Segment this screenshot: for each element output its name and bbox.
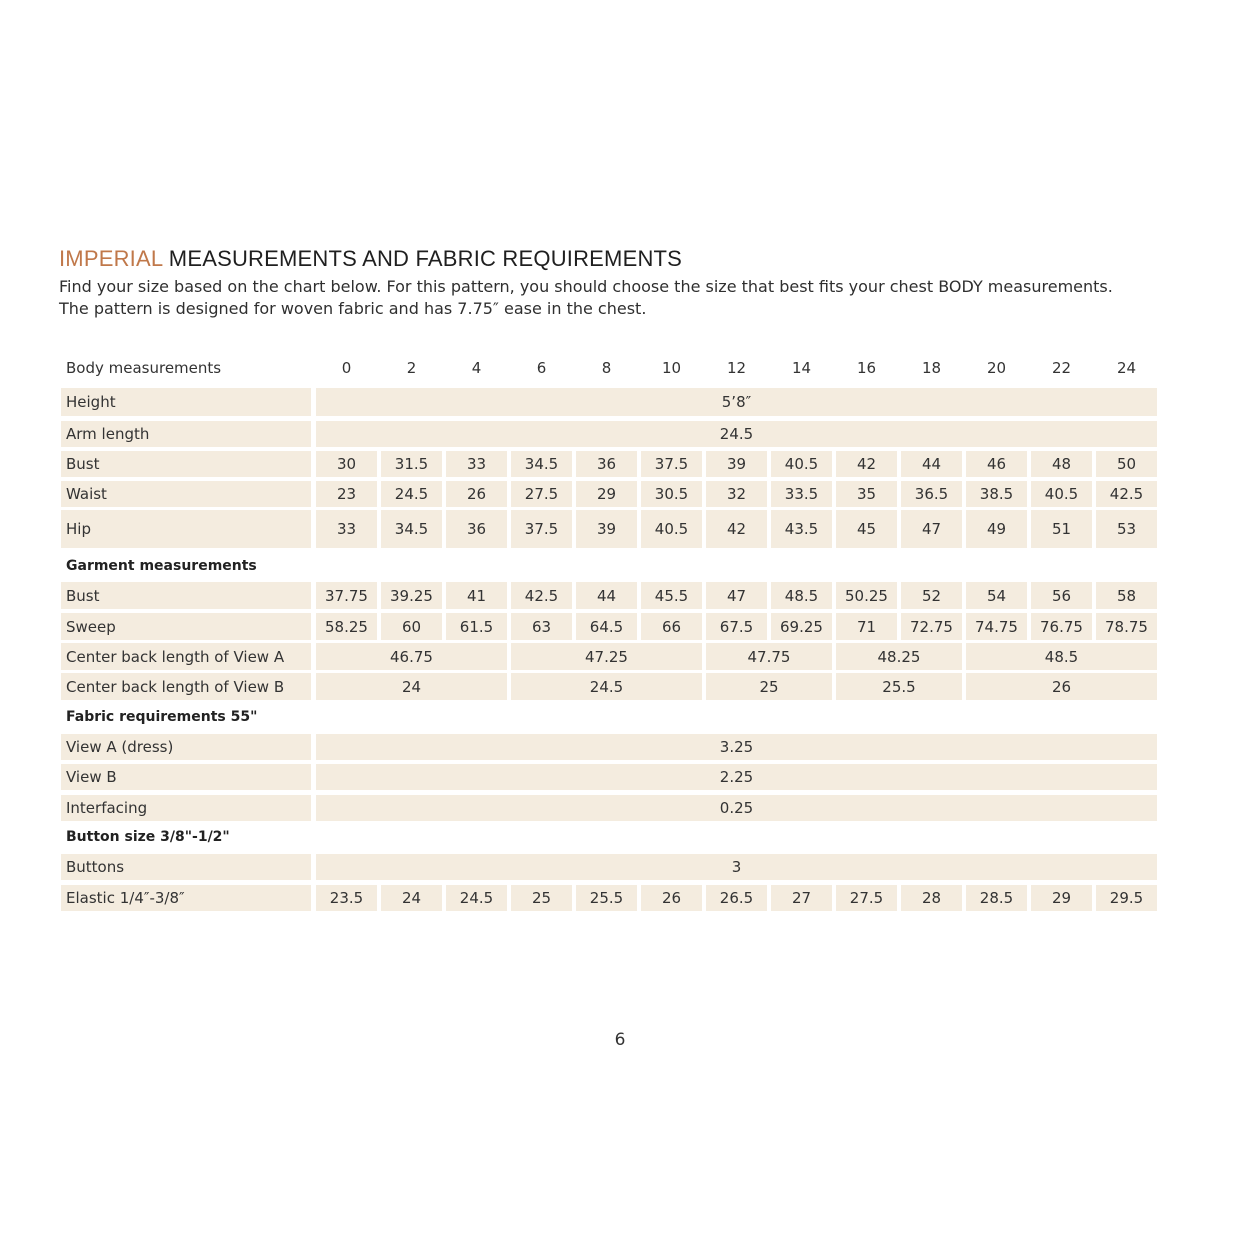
value-cell: 36.5 bbox=[901, 481, 962, 507]
merged-value-cell: 48.25 bbox=[836, 643, 962, 670]
value-cell: 48 bbox=[1031, 451, 1092, 477]
merged-value-cell: 47.75 bbox=[706, 643, 832, 670]
value-cell: 27.5 bbox=[836, 885, 897, 911]
button-row bbox=[61, 854, 1157, 880]
value-cell: 71 bbox=[836, 613, 897, 640]
size-header: 12 bbox=[726, 359, 747, 377]
page-title bbox=[59, 246, 682, 272]
value-cell: 47 bbox=[706, 582, 767, 609]
size-header: 24 bbox=[1116, 359, 1137, 377]
value-cell: 39 bbox=[706, 451, 767, 477]
size-header: 20 bbox=[986, 359, 1007, 377]
body-row bbox=[61, 451, 1157, 477]
value-cell: 52 bbox=[901, 582, 962, 609]
row-label: Bust bbox=[61, 451, 311, 477]
merged-value-cell: 3.25 bbox=[316, 734, 1157, 760]
body-row bbox=[61, 388, 1157, 416]
value-cell: 58 bbox=[1096, 582, 1157, 609]
value-cell: 42.5 bbox=[1096, 481, 1157, 507]
row-label: Elastic 1/4″-3/8″ bbox=[61, 885, 311, 911]
merged-value-cell: 5’8″ bbox=[316, 388, 1157, 416]
value-cell: 33 bbox=[446, 451, 507, 477]
garment-row bbox=[61, 582, 1157, 609]
section-heading: Button size 3/8"-1/2" bbox=[66, 829, 230, 845]
merged-value-cell: 24 bbox=[316, 673, 507, 700]
value-cell: 63 bbox=[511, 613, 572, 640]
value-cell: 44 bbox=[901, 451, 962, 477]
row-label: Hip bbox=[61, 510, 311, 548]
value-cell: 33.5 bbox=[771, 481, 832, 507]
value-cell: 26 bbox=[641, 885, 702, 911]
merged-value-cell: 24.5 bbox=[316, 421, 1157, 447]
value-cell: 29 bbox=[576, 481, 637, 507]
merged-value-cell: 2.25 bbox=[316, 764, 1157, 790]
value-cell: 28 bbox=[901, 885, 962, 911]
section-heading: Fabric requirements 55" bbox=[66, 709, 258, 725]
row-label: Center back length of View B bbox=[61, 673, 311, 700]
button-row bbox=[61, 885, 1157, 911]
value-cell: 47 bbox=[901, 510, 962, 548]
merged-value-cell: 3 bbox=[316, 854, 1157, 880]
value-cell: 61.5 bbox=[446, 613, 507, 640]
garment-row bbox=[61, 673, 1157, 700]
value-cell: 50.25 bbox=[836, 582, 897, 609]
value-cell: 49 bbox=[966, 510, 1027, 548]
value-cell: 40.5 bbox=[771, 451, 832, 477]
value-cell: 33 bbox=[316, 510, 377, 548]
fabric-row bbox=[61, 764, 1157, 790]
value-cell: 38.5 bbox=[966, 481, 1027, 507]
body-row bbox=[61, 481, 1157, 507]
value-cell: 56 bbox=[1031, 582, 1092, 609]
merged-value-cell: 25.5 bbox=[836, 673, 962, 700]
value-cell: 42.5 bbox=[511, 582, 572, 609]
size-header: 8 bbox=[601, 359, 612, 377]
size-header: 22 bbox=[1051, 359, 1072, 377]
value-cell: 43.5 bbox=[771, 510, 832, 548]
value-cell: 23 bbox=[316, 481, 377, 507]
value-cell: 32 bbox=[706, 481, 767, 507]
value-cell: 54 bbox=[966, 582, 1027, 609]
size-header: 18 bbox=[921, 359, 942, 377]
merged-value-cell: 25 bbox=[706, 673, 832, 700]
value-cell: 30 bbox=[316, 451, 377, 477]
intro-line-2: The pattern is designed for woven fabric and has 7.75″ ease in the chest. bbox=[59, 299, 647, 318]
size-header: 16 bbox=[856, 359, 877, 377]
row-label: Height bbox=[61, 388, 311, 416]
merged-value-cell: 24.5 bbox=[511, 673, 702, 700]
value-cell: 72.75 bbox=[901, 613, 962, 640]
value-cell: 27 bbox=[771, 885, 832, 911]
fabric-row bbox=[61, 795, 1157, 821]
value-cell: 35 bbox=[836, 481, 897, 507]
value-cell: 36 bbox=[446, 510, 507, 548]
garment-row bbox=[61, 643, 1157, 670]
header-label: Body measurements bbox=[66, 359, 222, 377]
value-cell: 37.75 bbox=[316, 582, 377, 609]
row-label: Waist bbox=[61, 481, 311, 507]
value-cell: 69.25 bbox=[771, 613, 832, 640]
row-label: Bust bbox=[61, 582, 311, 609]
size-header: 4 bbox=[471, 359, 482, 377]
size-header: 14 bbox=[791, 359, 812, 377]
value-cell: 64.5 bbox=[576, 613, 637, 640]
value-cell: 30.5 bbox=[641, 481, 702, 507]
value-cell: 39.25 bbox=[381, 582, 442, 609]
value-cell: 46 bbox=[966, 451, 1027, 477]
size-header: 6 bbox=[536, 359, 547, 377]
value-cell: 78.75 bbox=[1096, 613, 1157, 640]
intro-text bbox=[59, 276, 1179, 320]
value-cell: 41 bbox=[446, 582, 507, 609]
size-header: 10 bbox=[661, 359, 682, 377]
value-cell: 67.5 bbox=[706, 613, 767, 640]
value-cell: 42 bbox=[836, 451, 897, 477]
value-cell: 66 bbox=[641, 613, 702, 640]
page-number: 6 bbox=[614, 1030, 626, 1050]
row-label: Center back length of View A bbox=[61, 643, 311, 670]
merged-value-cell: 47.25 bbox=[511, 643, 702, 670]
merged-value-cell: 48.5 bbox=[966, 643, 1157, 670]
value-cell: 29 bbox=[1031, 885, 1092, 911]
value-cell: 25.5 bbox=[576, 885, 637, 911]
value-cell: 37.5 bbox=[641, 451, 702, 477]
value-cell: 42 bbox=[706, 510, 767, 548]
body-row bbox=[61, 421, 1157, 447]
value-cell: 34.5 bbox=[381, 510, 442, 548]
intro-line-1: Find your size based on the chart below. For this pattern, you should choose the size that best fits your chest BODY measurements. bbox=[59, 277, 1113, 296]
value-cell: 51 bbox=[1031, 510, 1092, 548]
value-cell: 39 bbox=[576, 510, 637, 548]
merged-value-cell: 26 bbox=[966, 673, 1157, 700]
merged-value-cell: 0.25 bbox=[316, 795, 1157, 821]
row-label: Buttons bbox=[61, 854, 311, 880]
section-heading: Garment measurements bbox=[66, 558, 257, 574]
value-cell: 48.5 bbox=[771, 582, 832, 609]
row-label: View A (dress) bbox=[61, 734, 311, 760]
value-cell: 26.5 bbox=[706, 885, 767, 911]
value-cell: 27.5 bbox=[511, 481, 572, 507]
value-cell: 53 bbox=[1096, 510, 1157, 548]
body-row bbox=[61, 510, 1157, 548]
value-cell: 60 bbox=[381, 613, 442, 640]
header-row bbox=[61, 354, 1157, 382]
value-cell: 23.5 bbox=[316, 885, 377, 911]
value-cell: 25 bbox=[511, 885, 572, 911]
value-cell: 31.5 bbox=[381, 451, 442, 477]
value-cell: 74.75 bbox=[966, 613, 1027, 640]
value-cell: 58.25 bbox=[316, 613, 377, 640]
value-cell: 29.5 bbox=[1096, 885, 1157, 911]
value-cell: 26 bbox=[446, 481, 507, 507]
value-cell: 24.5 bbox=[446, 885, 507, 911]
value-cell: 24.5 bbox=[381, 481, 442, 507]
title-rest: MEASUREMENTS AND FABRIC REQUIREMENTS bbox=[162, 246, 683, 271]
value-cell: 44 bbox=[576, 582, 637, 609]
value-cell: 45 bbox=[836, 510, 897, 548]
fabric-row bbox=[61, 734, 1157, 760]
value-cell: 24 bbox=[381, 885, 442, 911]
value-cell: 50 bbox=[1096, 451, 1157, 477]
value-cell: 40.5 bbox=[1031, 481, 1092, 507]
value-cell: 45.5 bbox=[641, 582, 702, 609]
garment-row bbox=[61, 613, 1157, 640]
value-cell: 40.5 bbox=[641, 510, 702, 548]
row-label: Arm length bbox=[61, 421, 311, 447]
row-label: Sweep bbox=[61, 613, 311, 640]
value-cell: 34.5 bbox=[511, 451, 572, 477]
merged-value-cell: 46.75 bbox=[316, 643, 507, 670]
value-cell: 36 bbox=[576, 451, 637, 477]
size-header: 0 bbox=[341, 359, 352, 377]
title-accent: IMPERIAL bbox=[59, 246, 163, 271]
row-label: View B bbox=[61, 764, 311, 790]
value-cell: 76.75 bbox=[1031, 613, 1092, 640]
value-cell: 28.5 bbox=[966, 885, 1027, 911]
value-cell: 37.5 bbox=[511, 510, 572, 548]
size-header: 2 bbox=[406, 359, 417, 377]
row-label: Interfacing bbox=[61, 795, 311, 821]
